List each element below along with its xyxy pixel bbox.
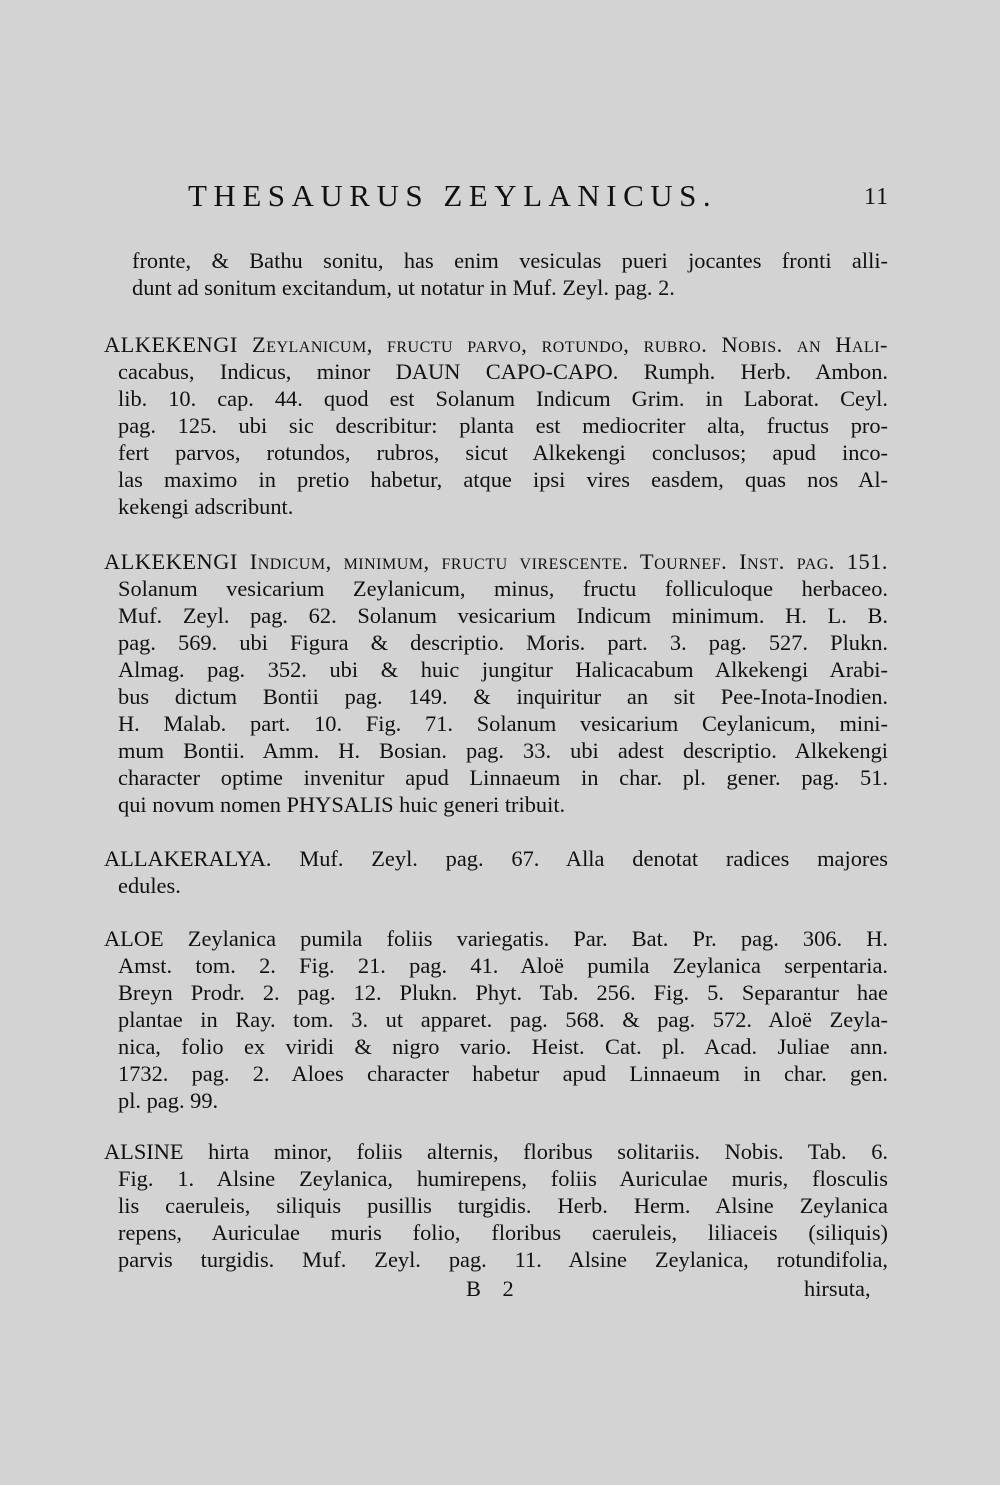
entry-aloe [104, 925, 888, 1114]
text-line: cacabus, Indicus, minor DAUN CAPO-CAPO. Rumph. Herb. Ambon. [118, 359, 888, 384]
entry-heading-line: ALSINE hirta minor, foliis alternis, floribus solitariis. Nobis. Tab. 6. [104, 1139, 888, 1164]
signature-mark: B 2 [466, 1276, 522, 1301]
text-line: H. Malab. part. 10. Fig. 71. Solanum vesicarium Ceylanicum, mini- [118, 711, 888, 736]
text-line: plantae in Ray. tom. 3. ut apparet. pag. 568. & pag. 572. Aloë Zeyla- [118, 1007, 888, 1032]
text-line: nica, folio ex viridi & nigro vario. Heist. Cat. pl. Acad. Juliae ann. [118, 1034, 888, 1059]
entry-alkekengi-zeylanicum [104, 331, 888, 520]
text-line: parvis turgidis. Muf. Zeyl. pag. 11. Alsine Zeylanica, rotundifolia, [118, 1247, 888, 1272]
text-line: Amst. tom. 2. Fig. 21. pag. 41. Aloë pumila Zeylanica serpentaria. [118, 953, 888, 978]
text-line: Fig. 1. Alsine Zeylanica, humirepens, foliis Auriculae muris, flosculis [118, 1166, 888, 1191]
entry-heading-line: ALLAKERALYA. Muf. Zeyl. pag. 67. Alla denotat radices majores [104, 846, 888, 871]
text-line: kekengi adscribunt. [118, 494, 294, 519]
text-line: fronte, & Bathu sonitu, has enim vesiculas pueri jocantes fronti alli- [132, 248, 888, 273]
entry-heading-line: ALOE Zeylanica pumila foliis variegatis. Par. Bat. Pr. pag. 306. H. [104, 926, 888, 951]
text-line: lib. 10. cap. 44. quod est Solanum Indicum Grim. in Laborat. Ceyl. [118, 386, 888, 411]
text-line: las maximo in pretio habetur, atque ipsi vires easdem, quas nos Al- [118, 467, 888, 492]
text-line: Muf. Zeyl. pag. 62. Solanum vesicarium Indicum minimum. H. L. B. [118, 603, 888, 628]
text-line: 1732. pag. 2. Aloes character habetur apud Linnaeum in char. gen. [118, 1061, 888, 1086]
entry-heading-line: ALKEKENGI Zeylanicum, fructu parvo, rotundo, rubro. Nobis. an Hali- [104, 332, 888, 357]
text-line: repens, Auriculae muris folio, floribus caeruleis, liliaceis (siliquis) [118, 1220, 888, 1245]
text-line: qui novum nomen PHYSALIS huic generi tribuit. [118, 792, 566, 817]
entry-continuation [132, 247, 888, 301]
text-line: dunt ad sonitum excitandum, ut notatur in Muf. Zeyl. pag. 2. [132, 275, 675, 300]
page-number: 11 [864, 184, 890, 210]
entry-alkekengi-indicum [104, 548, 888, 818]
running-head: THESAURUS ZEYLANICUS. [188, 178, 718, 213]
text-line: fert parvos, rotundos, rubros, sicut Alkekengi conclusos; apud inco- [118, 440, 888, 465]
catchword: hirsuta, [804, 1276, 871, 1301]
text-line: Breyn Prodr. 2. pag. 12. Plukn. Phyt. Tab. 256. Fig. 5. Separantur hae [118, 980, 888, 1005]
text-line: pag. 569. ubi Figura & descriptio. Moris. part. 3. pag. 527. Plukn. [118, 630, 888, 655]
text-line: Solanum vesicarium Zeylanicum, minus, fructu folliculoque herbaceo. [118, 576, 888, 601]
entry-alsine [104, 1138, 888, 1273]
text-line: Almag. pag. 352. ubi & huic jungitur Halicacabum Alkekengi Arabi- [118, 657, 888, 682]
text-line: edules. [118, 873, 181, 898]
entry-allakeralya [104, 845, 888, 899]
text-line: pag. 125. ubi sic describitur: planta est mediocriter alta, fructus pro- [118, 413, 888, 438]
text-line: pl. pag. 99. [118, 1088, 219, 1113]
entry-heading-line: ALKEKENGI Indicum, minimum, fructu virescente. Tournef. Inst. pag. 151. [104, 549, 888, 574]
text-line: bus dictum Bontii pag. 149. & inquiritur an sit Pee-Inota-Inodien. [118, 684, 888, 709]
text-line: character optime invenitur apud Linnaeum in char. pl. gener. pag. 51. [118, 765, 888, 790]
text-line: mum Bontii. Amm. H. Bosian. pag. 33. ubi adest descriptio. Alkekengi [118, 738, 888, 763]
text-line: lis caeruleis, siliquis pusillis turgidis. Herb. Herm. Alsine Zeylanica [118, 1193, 888, 1218]
